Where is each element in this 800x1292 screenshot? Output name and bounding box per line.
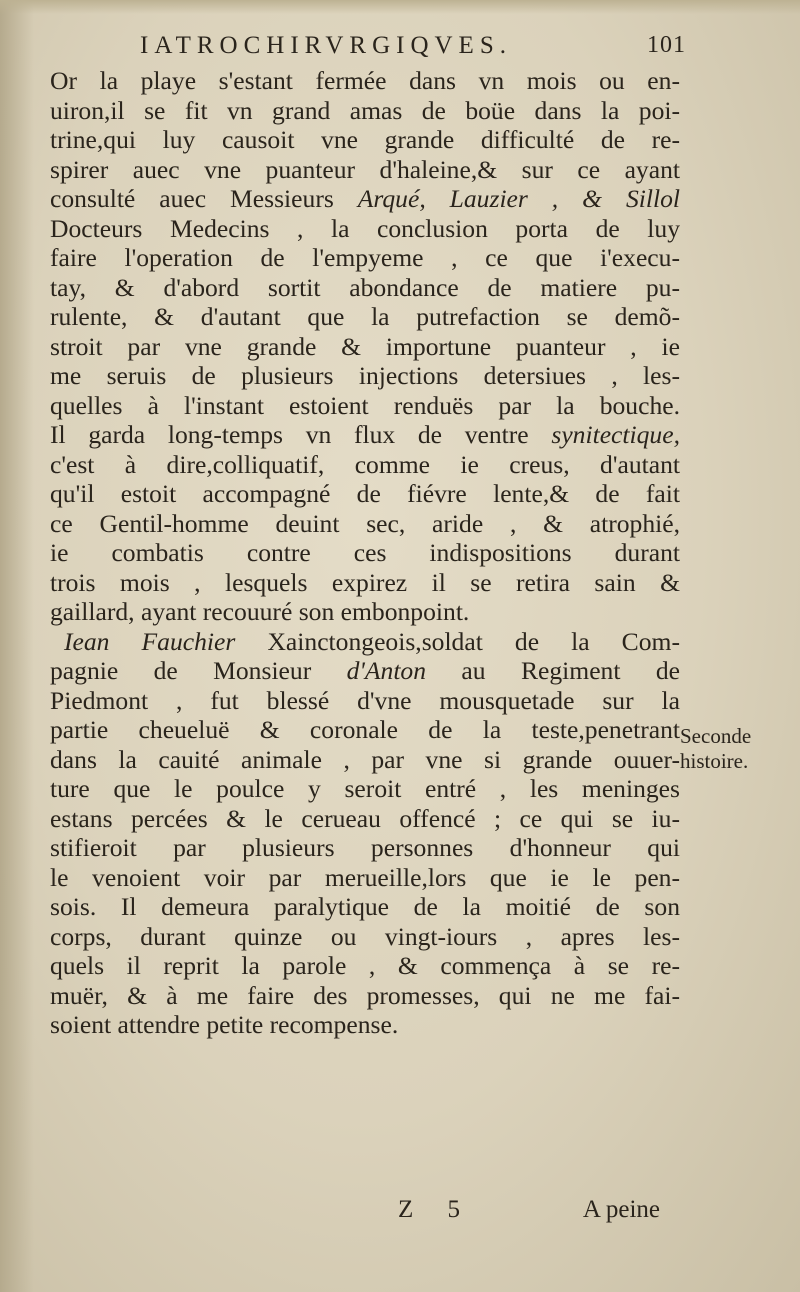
gutter-shadow bbox=[0, 0, 34, 1292]
text-line: estans percées & le cerueau offencé ; ce qui se iu- bbox=[50, 803, 680, 833]
text-line: faire l'operation de l'empyeme , ce que i'execu- bbox=[50, 243, 680, 272]
text-line bbox=[50, 420, 680, 450]
signature-mark: Z 5 bbox=[398, 1196, 475, 1223]
italic-term: synitectique, bbox=[551, 420, 680, 449]
text-line: trois mois , lesquels expirez il se retira sain & bbox=[50, 567, 680, 597]
text-line bbox=[50, 184, 680, 214]
running-head bbox=[140, 32, 700, 62]
text-line: c'est à dire,colliquatif, comme ie creus, d'autant bbox=[50, 449, 680, 479]
text-line: ie combatis contre ces indispositions durant bbox=[50, 538, 680, 567]
text-line: quelles à l'instant estoient renduës par la bouche. bbox=[50, 390, 680, 420]
text-line: Docteurs Medecins , la conclusion porta de luy bbox=[50, 213, 680, 243]
page-number: 101 bbox=[647, 32, 686, 58]
running-title: IATROCHIRVRGIQVES. bbox=[140, 32, 512, 59]
text-segment: consulté auec Messieurs bbox=[50, 184, 358, 213]
text-line: soient attendre petite recompense. bbox=[50, 1010, 399, 1039]
text-line: uiron,il se fit vn grand amas de boüe dans la poi- bbox=[50, 95, 680, 125]
text-line: dans la cauité animale , par vne si grande ouuer- bbox=[50, 744, 680, 774]
text-line: muër, & à me faire des promesses, qui ne me fai- bbox=[50, 980, 680, 1010]
text-line: trine,qui luy causoit vne grande difficulté de re- bbox=[50, 125, 680, 154]
text-line: spirer auec vne puanteur d'haleine,& sur ce ayant bbox=[50, 154, 680, 184]
text-segment: Xainctongeois,soldat de la Com- bbox=[235, 626, 680, 656]
text-segment: au Regiment de bbox=[426, 656, 680, 685]
text-line bbox=[50, 627, 680, 657]
physicians-names: Arqué, Lauzier , & Sillol bbox=[357, 184, 680, 213]
text-line: partie cheueluë & coronale de la teste,penetrant bbox=[50, 715, 680, 744]
text-line: tay, & d'abord sortit abondance de matiere pu- bbox=[50, 272, 680, 302]
text-line: gaillard, ayant recouuré son embonpoint. bbox=[50, 597, 470, 626]
text-line: ce Gentil-homme deuint sec, aride , & atrophié, bbox=[50, 508, 680, 538]
top-edge-shadow bbox=[0, 0, 800, 14]
text-segment: Il garda long-temps vn flux de ventre bbox=[50, 420, 552, 449]
page-footer bbox=[50, 1196, 680, 1228]
text-line: stroit par vne grande & importune puanteur , ie bbox=[50, 331, 680, 361]
text-line: corps, durant quinze ou vingt-iours , apres les- bbox=[50, 921, 680, 951]
text-line: me seruis de plusieurs injections detersiues , les- bbox=[50, 361, 680, 390]
text-line: quels il reprit la parole , & commença à se re- bbox=[50, 951, 680, 980]
body-text bbox=[50, 66, 680, 1040]
margin-note bbox=[680, 724, 792, 774]
text-line: stifieroit par plusieurs personnes d'honneur qui bbox=[50, 833, 680, 862]
text-line: rulente, & d'autant que la putrefaction se demõ- bbox=[50, 302, 680, 331]
text-line: sois. Il demeura paralytique de la moitié de son bbox=[50, 892, 680, 921]
catchword: A peine bbox=[582, 1196, 660, 1223]
text-line: le venoient voir par merueille,lors que ie le pen- bbox=[50, 862, 680, 892]
captain-name: d'Anton bbox=[346, 656, 427, 685]
text-line: Or la playe s'estant fermée dans vn mois ou en- bbox=[50, 66, 680, 95]
text-line: Piedmont , fut blessé d'vne mousquetade sur la bbox=[50, 685, 680, 715]
text-line bbox=[50, 656, 680, 686]
margin-note-line: histoire. bbox=[680, 749, 749, 773]
text-segment: pagnie de Monsieur bbox=[50, 656, 347, 685]
text-line: qu'il estoit accompagné de fiévre lente,& de fait bbox=[50, 479, 680, 508]
margin-note-line: Seconde bbox=[680, 724, 752, 748]
soldier-name: Iean Fauchier bbox=[64, 626, 236, 656]
text-line: ture que le poulce y seroit entré , les meninges bbox=[50, 774, 680, 803]
